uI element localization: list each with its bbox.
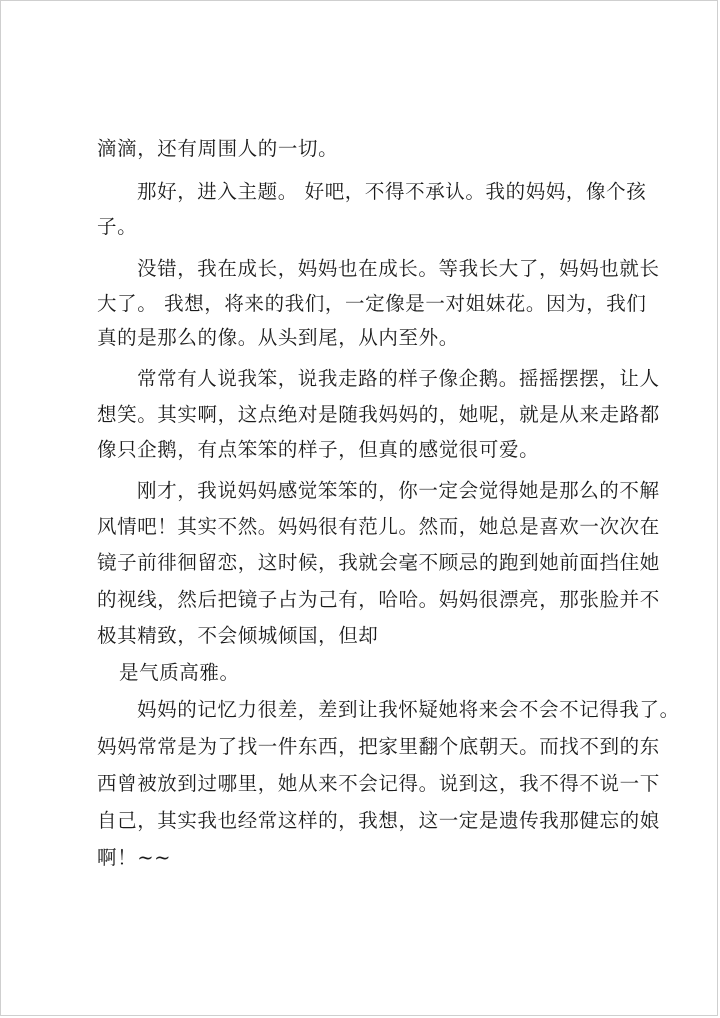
text-line: 常常有人说我笨，说我走路的样子像企鹅。摇摇摆摆，让人 bbox=[137, 367, 660, 390]
text-line: 滴滴，还有周围人的一切。 bbox=[97, 137, 339, 160]
text-line: 风情吧！其实不然。妈妈很有范儿。然而，她总是喜欢一次次在 bbox=[97, 515, 660, 538]
text-line: 子。 bbox=[97, 215, 138, 238]
text-line: 大了。 我想，将来的我们，一定像是一对姐妹花。因为，我们 bbox=[97, 292, 647, 315]
text-line: 像只企鹅，有点笨笨的样子，但真的感觉很可爱。 bbox=[97, 438, 540, 461]
text-line: 那好，进入主题。 好吧，不得不承认。我的妈妈，像个孩 bbox=[137, 180, 647, 203]
text-line: 啊！~~ bbox=[97, 846, 172, 869]
text-line: 妈妈的记忆力很差，差到让我怀疑她将来会不会不记得我了。 bbox=[137, 698, 680, 721]
text-line: 西曾被放到过哪里，她从来不会记得。说到这，我不得不说一下 bbox=[97, 772, 660, 795]
text-line: 镜子前徘徊留恋，这时候，我就会毫不顾忌的跑到她前面挡住她 bbox=[97, 551, 660, 574]
text-line: 极其精致，不会倾城倾国，但却 bbox=[97, 624, 379, 647]
text-line: 的视线，然后把镜子占为己有，哈哈。妈妈很漂亮，那张脸并不 bbox=[97, 588, 660, 611]
text-line: 妈妈常常是为了找一件东西，把家里翻个底朝天。而找不到的东 bbox=[97, 735, 660, 758]
text-line: 是气质高雅。 bbox=[119, 661, 240, 684]
text-line: 没错，我在成长，妈妈也在成长。等我长大了，妈妈也就长 bbox=[137, 257, 660, 280]
text-line: 自己，其实我也经常这样的，我想，这一定是遗传我那健忘的娘 bbox=[97, 809, 660, 832]
text-line: 想笑。其实啊，这点绝对是随我妈妈的，她呢，就是从来走路都 bbox=[97, 403, 660, 426]
text-line: 刚才，我说妈妈感觉笨笨的，你一定会觉得她是那么的不解 bbox=[137, 479, 660, 502]
text-line: 真的是那么的像。从头到尾，从内至外。 bbox=[97, 326, 459, 349]
